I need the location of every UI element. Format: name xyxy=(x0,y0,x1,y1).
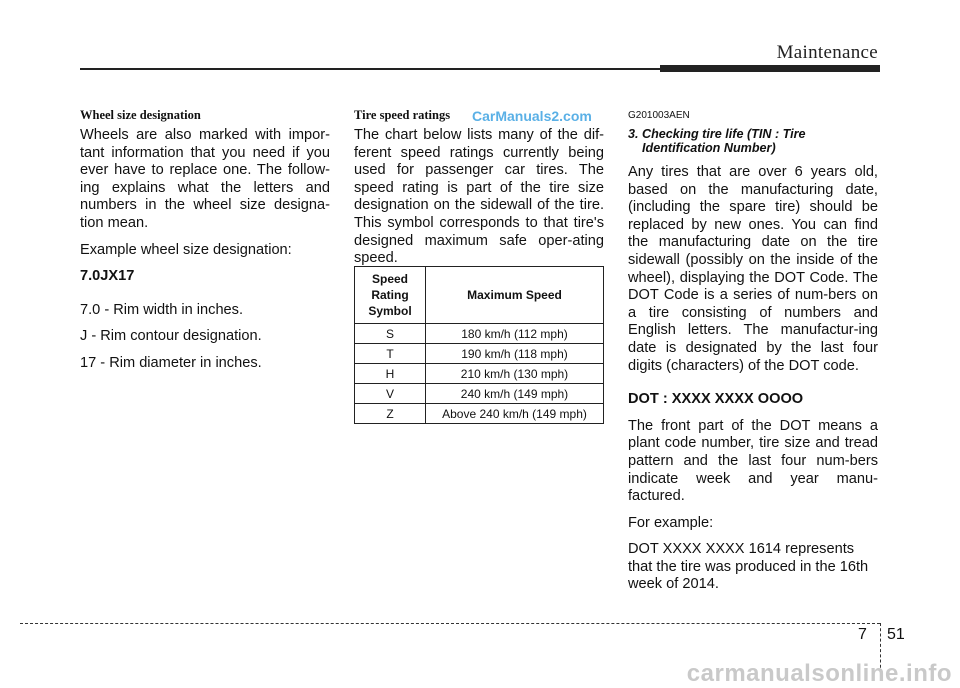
row-symbol: S xyxy=(355,324,426,344)
row-symbol: T xyxy=(355,344,426,364)
header-title: Maintenance xyxy=(776,42,878,63)
wheel-size-example: 7.0JX17 xyxy=(80,268,135,285)
watermark-top: CarManuals2.com xyxy=(472,108,592,124)
speed-ratings-heading: Tire speed ratings xyxy=(354,108,451,122)
row-speed: 180 km/h (112 mph) xyxy=(426,324,604,344)
column-wheel-size xyxy=(80,108,330,382)
header-symbol-line1: Speed xyxy=(371,272,408,286)
dot-code-example: DOT : XXXX XXXX OOOO xyxy=(628,391,804,408)
table-row xyxy=(355,344,604,364)
wheel-size-heading: Wheel size designation xyxy=(80,108,201,122)
header-rule-accent xyxy=(660,65,880,72)
row-symbol: V xyxy=(355,384,426,404)
wheel-size-intro: Wheels are also marked with impor-tant information that you need if you ever have to replace one. The follow-ing explains what the letters and numbers in the wheel size designa-tion mean. xyxy=(80,127,330,231)
wheel-size-example-label: Example wheel size designation: xyxy=(80,241,292,258)
watermark-bottom: carmanualsonline.info xyxy=(686,660,952,687)
speed-ratings-intro: The chart below lists many of the dif-ferent speed ratings currently being used for passenger car tires. The speed rating is part of the tire size designation on the sidewall of the tire. This symbol corresponds to that tire's designed maximum safe oper-ating speed. xyxy=(354,127,604,267)
chapter-number: 7 xyxy=(858,626,867,643)
rim-contour-line: J - Rim contour designation. xyxy=(80,328,262,345)
tire-life-intro: Any tires that are over 6 years old, based on the manufacturing date, (including the spare tire) should be replaced by new ones. You can find the manufacturing date on the tire sidewall (possibly on the inside of the wheel), displaying the DOT Code. The DOT Code is a series of num-bers on a tire consisting of numbers and English letters. The manufactur-ing date is designated by the last four digits (characters) of the DOT code. xyxy=(628,164,878,374)
page-number: 51 xyxy=(887,626,905,643)
row-speed: 240 km/h (149 mph) xyxy=(426,384,604,404)
column-speed-ratings xyxy=(354,108,604,277)
header-speed-symbol xyxy=(355,267,426,324)
table-row xyxy=(355,364,604,384)
table-header-row xyxy=(355,267,604,324)
header-symbol-line3: Symbol xyxy=(368,304,412,318)
example-label: For example: xyxy=(628,514,714,531)
row-speed: 210 km/h (130 mph) xyxy=(426,364,604,384)
row-symbol: Z xyxy=(355,404,426,424)
rim-width-line: 7.0 - Rim width in inches. xyxy=(80,301,244,318)
table-row xyxy=(355,324,604,344)
tire-life-heading: 3. Checking tire life (TIN : Tire Identification Number) xyxy=(628,127,806,155)
dot-code-explanation: The front part of the DOT means a plant code number, tire size and tread pattern and the last four num-bers indicate week and year manu-factured. xyxy=(628,417,878,505)
row-speed: 190 km/h (118 mph) xyxy=(426,344,604,364)
column-tire-life xyxy=(628,108,878,603)
rim-diameter-line: 17 - Rim diameter in inches. xyxy=(80,354,262,371)
dot-example-text: DOT XXXX XXXX 1614 represents that the tire was produced in the 16th week of 2014. xyxy=(628,541,869,593)
footer-rule xyxy=(20,623,880,624)
header-max-speed: Maximum Speed xyxy=(426,267,604,324)
row-speed: Above 240 km/h (149 mph) xyxy=(426,404,604,424)
section-code: G201003AEN xyxy=(628,110,690,121)
header-rule xyxy=(80,68,660,70)
table-row xyxy=(355,384,604,404)
speed-rating-table xyxy=(354,266,604,424)
row-symbol: H xyxy=(355,364,426,384)
header-symbol-line2: Rating xyxy=(371,288,409,302)
table-row xyxy=(355,404,604,424)
